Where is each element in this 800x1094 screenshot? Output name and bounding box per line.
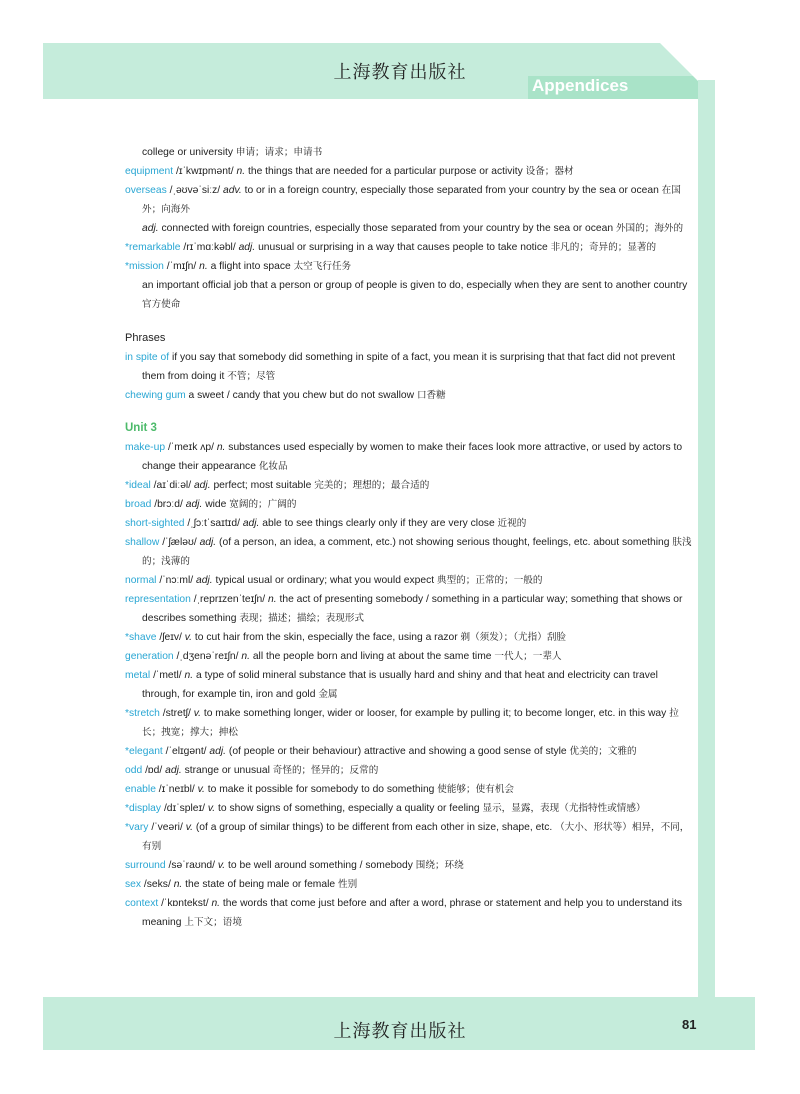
translation: 上下文；语境 [184, 917, 242, 928]
glossary-entry [125, 257, 695, 276]
translation: 不管；尽管 [227, 371, 276, 382]
part-of-speech: adj. [199, 537, 217, 548]
headword: enable [125, 784, 156, 795]
headword: overseas [125, 185, 167, 196]
glossary-entry [125, 514, 695, 533]
glossary-entry [125, 856, 695, 875]
headword: surround [125, 860, 166, 871]
headword: *elegant [125, 746, 163, 757]
glossary-entry [125, 742, 695, 761]
translation: 申请；请求；申请书 [235, 147, 323, 158]
definition: to make something longer, wider or looser, for example by pulling it; to become longer, etc. in this way [203, 708, 667, 719]
definition: perfect; most suitable [213, 480, 312, 491]
translation: 优美的；文雅的 [569, 746, 637, 757]
glossary-sense [125, 219, 695, 238]
part-of-speech: n. [199, 261, 208, 272]
headword: *shave [125, 632, 157, 643]
headword: make-up [125, 442, 166, 453]
translation: 肤浅的；浅薄的 [142, 537, 692, 567]
glossary-entry [125, 181, 695, 219]
phonetic: /ˈmeɪk ʌp/ [167, 442, 214, 453]
translation: 剃（须发）；（尤指）刮脸 [460, 632, 567, 643]
headword: broad [125, 499, 152, 510]
definition: connected with foreign countries, especially those separated from your country by the sea or ocean [161, 223, 614, 234]
section-title: Appendices [532, 76, 629, 95]
headword: metal [125, 670, 151, 681]
phrase-entry [125, 386, 695, 405]
definition: a type of solid mineral substance that is usually hard and shiny and that heat and electricity can travel through, for example tin, iron and gold [142, 670, 658, 700]
headword: *ideal [125, 480, 151, 491]
translation: 完美的；理想的；最合适的 [314, 480, 430, 491]
part-of-speech: v. [217, 860, 226, 871]
translation: 拉长；拽宽；撑大；抻松 [142, 708, 679, 738]
part-of-speech: v. [193, 708, 201, 719]
translation: 显示，显露，表现（尤指特性或情感） [482, 803, 646, 814]
glossary-entry [125, 818, 695, 856]
part-of-speech: n. [268, 594, 277, 605]
definition: college or university [142, 147, 233, 158]
translation: 性别 [338, 879, 358, 890]
phonetic: /aɪˈdiːəl/ [153, 480, 192, 491]
phonetic: /dɪˈspleɪ/ [163, 803, 206, 814]
glossary-entry [125, 761, 695, 780]
headword: *remarkable [125, 242, 181, 253]
translation: 外国的；海外的 [615, 223, 684, 234]
right-margin-strip [698, 80, 715, 997]
translation: 一代人；一辈人 [494, 651, 562, 662]
headword: *stretch [125, 708, 160, 719]
part-of-speech: v. [207, 803, 216, 814]
headword: *mission [125, 261, 164, 272]
definition: the words that come just before and after a word, phrase or statement and help you to understand its meaning [142, 898, 682, 928]
translation: 口香糖 [416, 390, 446, 401]
definition: to make it possible for somebody to do something [207, 784, 435, 795]
part-of-speech: n. [184, 670, 194, 681]
translation: 使能够；使有机会 [437, 784, 515, 795]
page-number: 81 [682, 1017, 697, 1032]
glossary-entry [125, 476, 695, 495]
glossary-list-b [125, 438, 695, 932]
lead-continuation [125, 143, 695, 162]
part-of-speech: n. [216, 442, 226, 453]
definition: able to see things clearly only if they are very close [262, 518, 495, 529]
glossary-list-a [125, 162, 695, 314]
definition: strange or unusual [184, 765, 270, 776]
headword: shallow [125, 537, 160, 548]
phonetic: /seks/ [143, 879, 171, 890]
phonetic: /ɒd/ [145, 765, 163, 776]
headword: *vary [125, 822, 149, 833]
phonetic: /ˈelɪgənt/ [165, 746, 207, 757]
glossary-content [125, 143, 695, 932]
glossary-entry [125, 628, 695, 647]
translation: 围绕；环绕 [415, 860, 464, 871]
definition: (of a group of similar things) to be different from each other in size, shape, etc. [195, 822, 553, 833]
glossary-entry [125, 590, 695, 628]
definition: to or in a foreign country, especially those separated from your country by the sea or ocean [244, 185, 659, 196]
part-of-speech: n. [173, 879, 183, 890]
phonetic: /ˌdʒenəˈreɪʃn/ [176, 651, 239, 662]
definition: unusual or surprising in a way that causes people to take notice [258, 242, 548, 253]
headword: short-sighted [125, 518, 185, 529]
phonetic: /ˌʃɔːtˈsaɪtɪd/ [187, 518, 240, 529]
definition: to show signs of something, especially a quality or feeling [218, 803, 480, 814]
glossary-entry [125, 894, 695, 932]
part-of-speech: n. [236, 166, 246, 177]
phonetic: /ˈʃæləʊ/ [162, 537, 197, 548]
part-of-speech: adj. [238, 242, 256, 253]
definition: the act of presenting somebody / something in a particular way; something that shows or describes something [142, 594, 683, 624]
phonetic: /ˈnɔːml/ [159, 575, 194, 586]
part-of-speech: v. [184, 632, 193, 643]
definition: a sweet / candy that you chew but do not swallow [188, 390, 415, 401]
phonetic: /ˈmɪʃn/ [166, 261, 197, 272]
part-of-speech: adj. [242, 518, 260, 529]
translation: 典型的；正常的；一般的 [437, 575, 543, 586]
glossary-entry [125, 704, 695, 742]
glossary-entry [125, 533, 695, 571]
footer-publisher: 上海教育出版社 [333, 1021, 467, 1042]
definition: the things that are needed for a particular purpose or activity [248, 166, 523, 177]
headword: *display [125, 803, 162, 814]
translation: 奇怪的；怪异的；反常的 [272, 765, 379, 776]
part-of-speech: v. [197, 784, 205, 795]
definition: to be well around something / somebody [228, 860, 413, 871]
phonetic: /ˌəʊvəˈsiːz/ [169, 185, 221, 196]
part-of-speech: adj. [142, 223, 159, 234]
phrase-entry [125, 348, 695, 386]
glossary-entry [125, 647, 695, 666]
phrase: chewing gum [125, 390, 186, 401]
phonetic: /brɔːd/ [154, 499, 183, 510]
translation: 近视的 [497, 518, 527, 529]
phonetic: /ˈmetl/ [153, 670, 182, 681]
translation: 化妆品 [258, 461, 288, 472]
part-of-speech: n. [211, 898, 221, 909]
part-of-speech: adj. [165, 765, 182, 776]
glossary-entry [125, 495, 695, 514]
headword: normal [125, 575, 157, 586]
phonetic: /ˌreprɪzenˈteɪʃn/ [193, 594, 266, 605]
glossary-sense [125, 143, 695, 162]
phonetic: /səˈraʊnd/ [168, 860, 216, 871]
phonetic: /ˈveəri/ [151, 822, 183, 833]
phonetic: /rɪˈmɑːkəbl/ [183, 242, 236, 253]
definition: typical usual or ordinary; what you would expect [215, 575, 435, 586]
glossary-entry [125, 875, 695, 894]
part-of-speech: adj. [185, 499, 203, 510]
definition: all the people born and living at about the same time [252, 651, 492, 662]
headword: representation [125, 594, 191, 605]
translation: 表现；描述；描绘；表现形式 [239, 613, 365, 624]
translation: 非凡的；奇异的；显著的 [550, 242, 657, 253]
headword: odd [125, 765, 143, 776]
definition: substances used especially by women to make their faces look more attractive, or used by actors to change their appearance [142, 442, 683, 472]
glossary-entry [125, 799, 695, 818]
translation: 金属 [318, 689, 338, 700]
phonetic: /ʃeɪv/ [159, 632, 182, 643]
phonetic: /ɪˈkwɪpmənt/ [175, 166, 234, 177]
headword: generation [125, 651, 174, 662]
definition: the state of being male or female [185, 879, 336, 890]
phrase: in spite of [125, 352, 170, 363]
translation: （大小、形状等）相异，不同，有别 [142, 822, 690, 852]
definition: an important official job that a person or group of people is given to do, especially when they are sent to another country [142, 280, 688, 291]
definition: wide [205, 499, 227, 510]
part-of-speech: adj. [196, 575, 213, 586]
definition: if you say that somebody did something in spite of a fact, you mean it is surprising that that fact did not prevent them from doing it [142, 352, 676, 382]
glossary-entry [125, 780, 695, 799]
glossary-entry [125, 162, 695, 181]
translation: 在国外；向海外 [142, 185, 681, 215]
definition: (of a person, an idea, a comment, etc.) not showing serious thought, feelings, etc. about something [219, 537, 670, 548]
part-of-speech: adj. [193, 480, 211, 491]
definition: to cut hair from the skin, especially the face, using a razor [194, 632, 458, 643]
glossary-entry [125, 238, 695, 257]
definition: (of people or their behaviour) attractive and showing a good sense of style [228, 746, 567, 757]
definition: a flight into space [210, 261, 291, 272]
phrases-heading: Phrases [125, 332, 166, 344]
headword: sex [125, 879, 142, 890]
phonetic: /ɪˈneɪbl/ [158, 784, 195, 795]
glossary-entry [125, 438, 695, 476]
translation: 官方使命 [142, 299, 181, 310]
glossary-sense [125, 276, 695, 314]
part-of-speech: adj. [209, 746, 227, 757]
translation: 宽阔的；广阔的 [229, 499, 297, 510]
phonetic: /stretʃ/ [162, 708, 191, 719]
glossary-entry [125, 666, 695, 704]
headword: context [125, 898, 159, 909]
phrases-list [125, 348, 695, 405]
headword: equipment [125, 166, 174, 177]
part-of-speech: v. [185, 822, 193, 833]
translation: 设备；器材 [525, 166, 574, 177]
glossary-entry [125, 571, 695, 590]
unit-heading: Unit 3 [125, 422, 157, 434]
part-of-speech: adv. [223, 185, 242, 196]
header-publisher: 上海教育出版社 [333, 62, 467, 83]
translation: 太空飞行任务 [293, 261, 352, 272]
phonetic: /ˈkɒntekst/ [161, 898, 209, 909]
part-of-speech: n. [241, 651, 250, 662]
